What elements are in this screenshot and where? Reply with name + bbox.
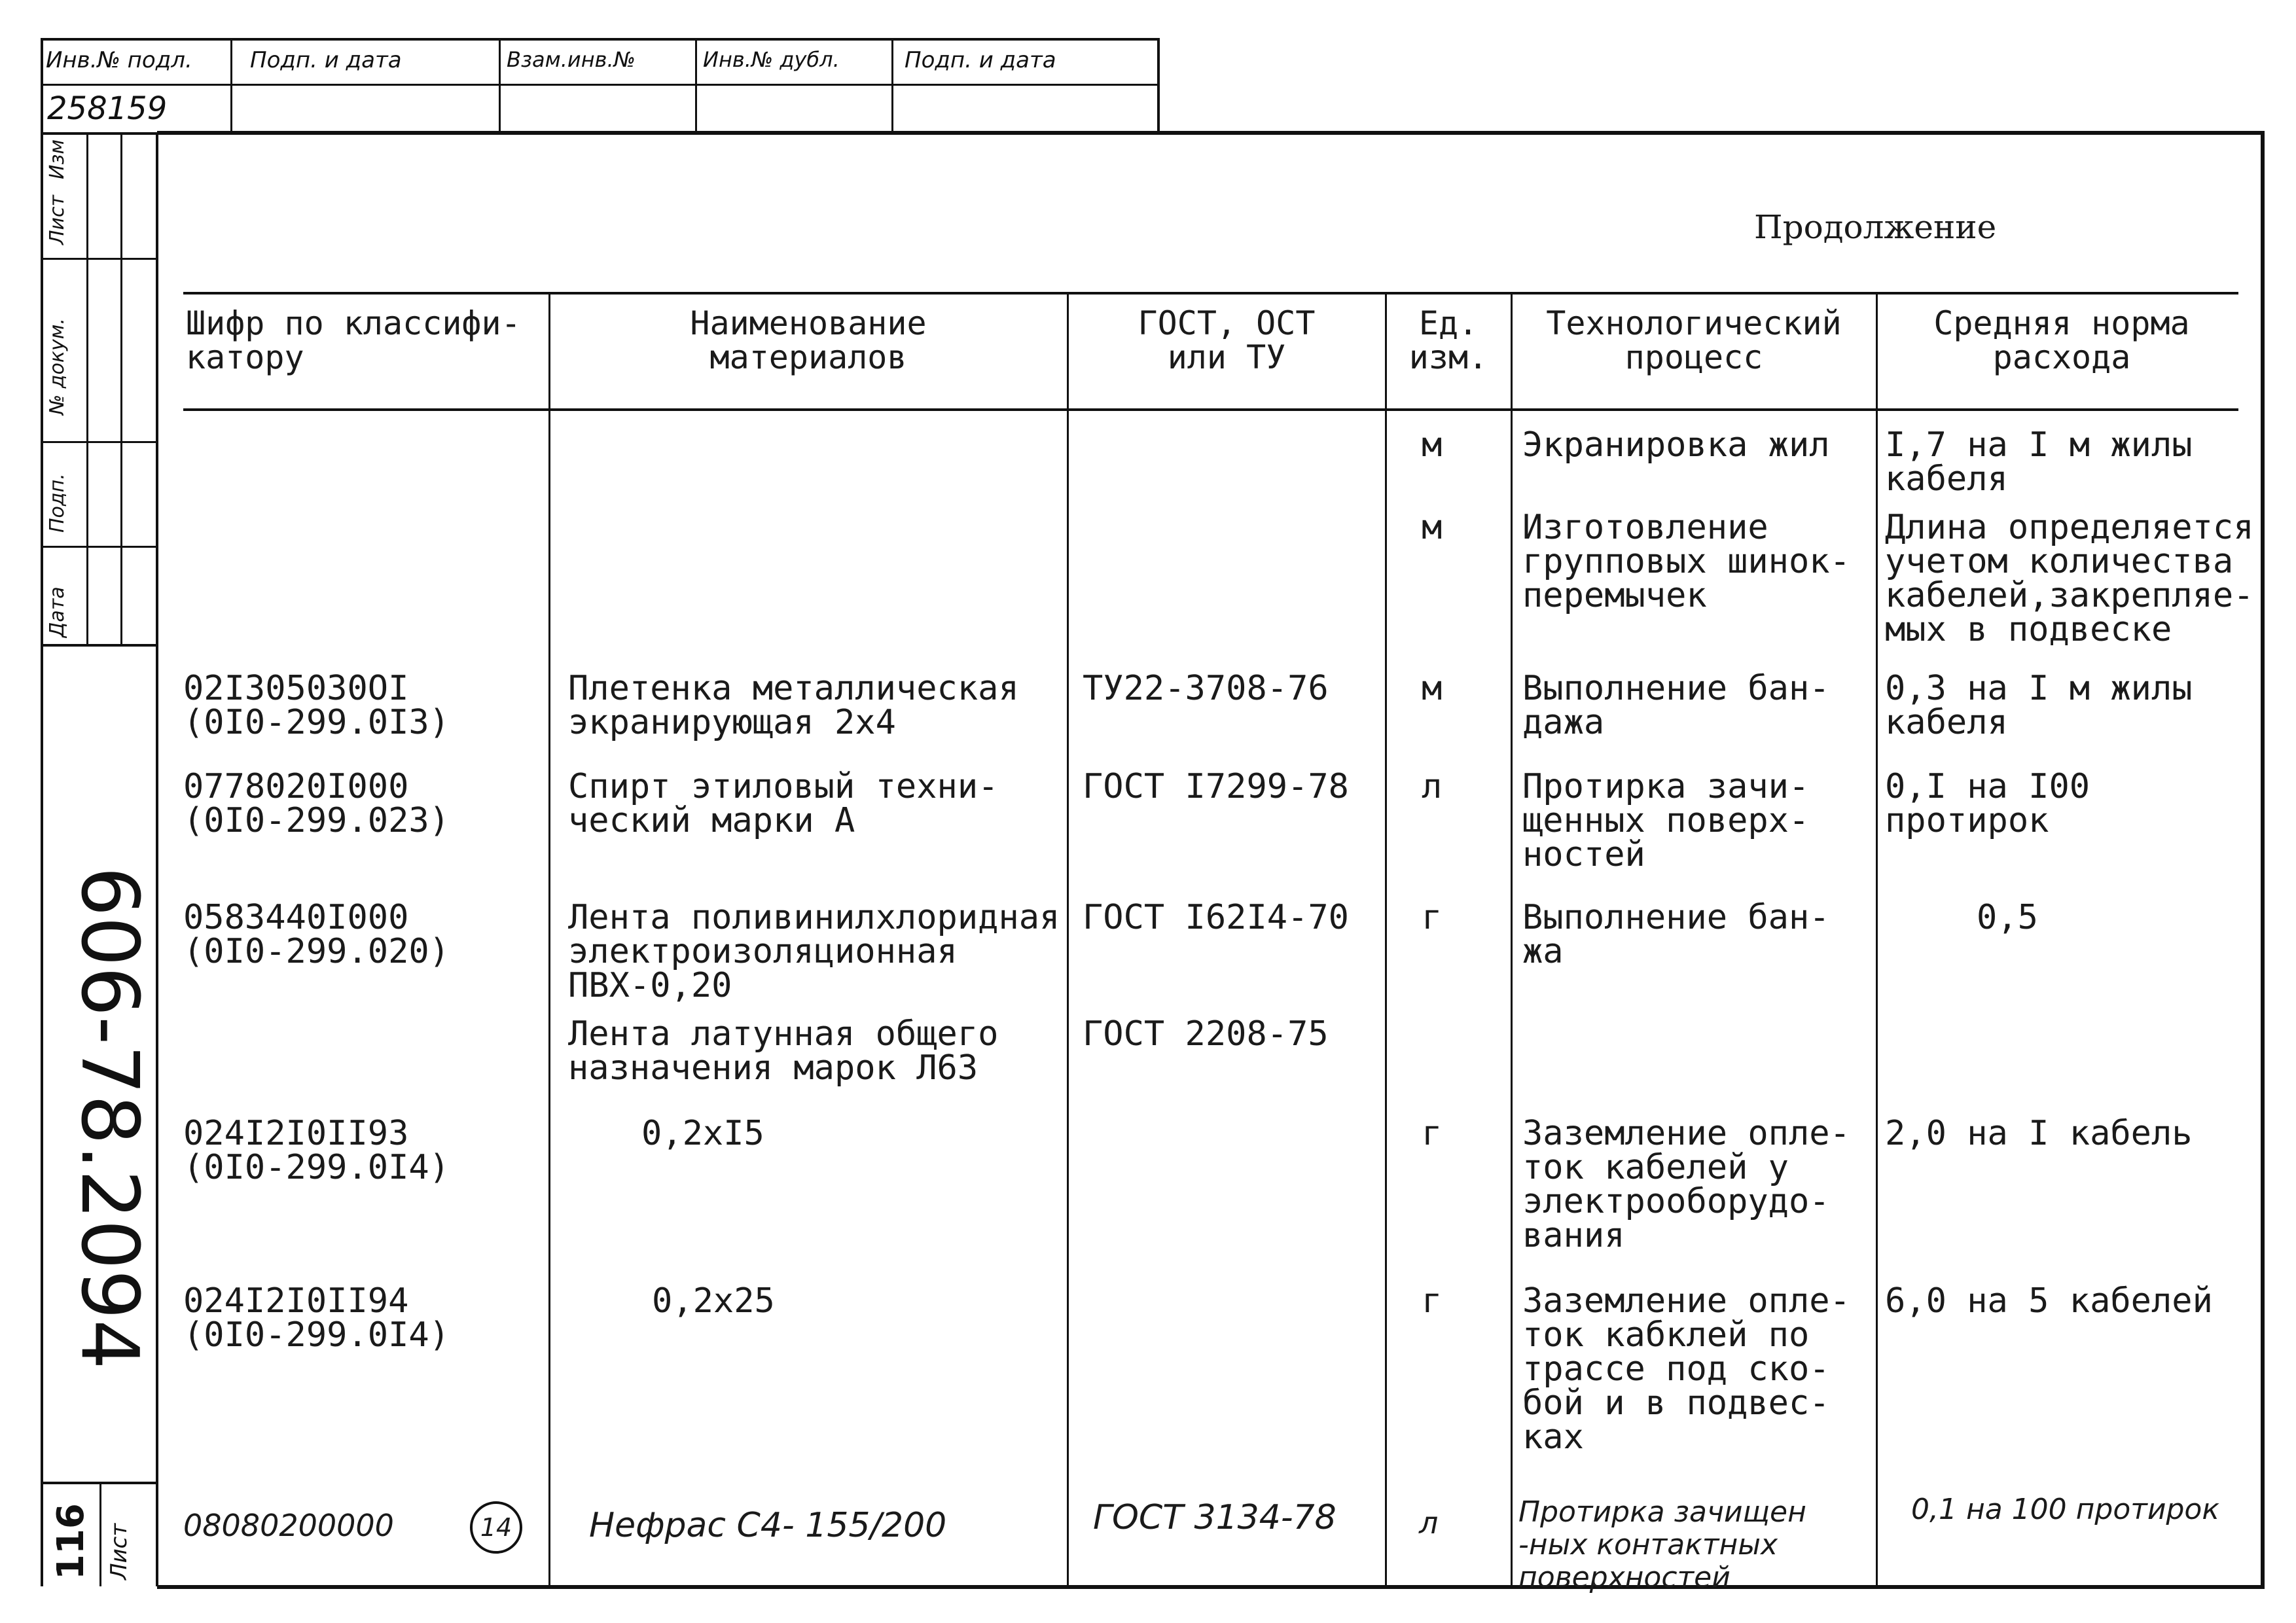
table-cell-norm: 0,5	[1977, 898, 2038, 937]
table-cell-code: 02I305030OI (0I0-299.0I3)	[183, 669, 450, 742]
table-cell-name: Лента поливинилхлоридная электроизоляционная ПВХ-0,20	[568, 898, 1060, 1005]
col-header-process: Технологический процесс	[1546, 304, 1842, 376]
col-header-code: Шифр по классифи- катору	[186, 304, 521, 376]
side-label-date: Дата	[46, 586, 69, 637]
table-cell-standard: ГОСТ I62I4-70	[1083, 898, 1349, 937]
table-cell-unit: л	[1422, 767, 1443, 806]
handwritten-process: Протирка зачищен -ных контактных поверхностей	[1518, 1495, 1806, 1594]
table-cell-name: 0,2х25	[652, 1281, 775, 1321]
table-cell-process: Заземление опле- ток кабклей по трассе под ско- бой и в подвес- ках	[1522, 1281, 1850, 1457]
table-cell-code: 0583440I000 (0I0-299.020)	[183, 898, 450, 971]
table-cell-process: Экранировка жил	[1522, 425, 1830, 465]
handwritten-code: 08080200000	[183, 1508, 394, 1543]
table-cell-standard: ГОСТ I7299-78	[1083, 767, 1349, 806]
table-cell-unit: г	[1422, 898, 1443, 937]
table-cell-name: Плетенка металлическая экранирующая 2х4	[568, 669, 1019, 742]
stamp-header-replace-inv: Взам.инв.№	[507, 47, 636, 72]
table-cell-code: 0778020I000 (0I0-299.023)	[183, 767, 450, 840]
sheet-number: 116	[50, 1503, 92, 1580]
revision-strip	[41, 134, 158, 1586]
col-header-standard: ГОСТ, ОСТ или ТУ	[1138, 304, 1316, 376]
col-header-norm: Средняя норма расхода	[1933, 304, 2190, 376]
materials-table	[183, 292, 2254, 1594]
table-cell-unit: г	[1422, 1281, 1443, 1321]
table-cell-unit: м	[1422, 508, 1443, 547]
handwritten-standard: ГОСТ 3134-78	[1093, 1498, 1336, 1537]
table-cell-name: 0,2хI5	[641, 1114, 764, 1153]
table-cell-process: Протирка зачи- щенных поверх- ностей	[1522, 767, 1810, 874]
side-label-signature: Подп.	[46, 473, 69, 533]
stamp-header-inv-duplicate: Инв.№ дубл.	[703, 47, 840, 72]
handwritten-norm: 0,1 на 100 протирок	[1911, 1493, 2219, 1526]
table-cell-norm: Длина определяется учетом количества кабелей,закрепляе- мых в подвеске	[1885, 508, 2254, 649]
stamp-header-sign-date: Подп. и дата	[250, 47, 402, 73]
table-cell-unit: м	[1422, 425, 1443, 465]
table-cell-norm: 0,3 на I м жилы кабеля	[1885, 669, 2193, 742]
inv-number: 258159	[47, 90, 168, 127]
table-cell-process: Выполнение бан- дажа	[1522, 669, 1830, 742]
table-cell-unit: г	[1422, 1114, 1443, 1153]
side-label-change: Изм	[46, 139, 69, 179]
table-cell-norm: I,7 на I м жилы кабеля	[1885, 425, 2193, 499]
table-cell-name: Лента латунная общего назначения марок Л63	[568, 1014, 999, 1088]
table-cell-unit: м	[1422, 669, 1443, 708]
table-cell-process: Выполнение бан- жа	[1522, 898, 1830, 971]
table-cell-code: 024I2I0II93 (0I0-299.0I4)	[183, 1114, 450, 1187]
circled-mark	[470, 1501, 522, 1554]
stamp-block	[41, 38, 1160, 135]
table-cell-norm: 0,I на I00 протирок	[1885, 767, 2090, 840]
table-cell-code: 024I2I0II94 (0I0-299.0I4)	[183, 1281, 450, 1355]
table-cell-name: Спирт этиловый техни- ческий марки А	[568, 767, 999, 840]
table-cell-process: Изготовление групповых шинок- перемычек	[1522, 508, 1850, 615]
table-cell-standard: ТУ22-3708-76	[1083, 669, 1329, 708]
col-header-unit: Ед. изм.	[1408, 304, 1488, 376]
handwritten-name: Нефрас С4- 155/200	[589, 1506, 947, 1545]
document-code: 606-78.2094	[63, 866, 154, 1370]
table-cell-norm: 2,0 на I кабель	[1885, 1114, 2193, 1153]
stamp-header-sign-date-2: Подп. и дата	[905, 47, 1056, 73]
table-cell-norm: 6,0 на 5 кабелей	[1885, 1281, 2213, 1321]
side-label-sheet: Лист	[46, 194, 69, 245]
circled-mark-number: 14	[480, 1513, 512, 1542]
table-cell-process: Заземление опле- ток кабелей у электрооборудо- вания	[1522, 1114, 1850, 1255]
col-header-name: Наименование материалов	[690, 304, 927, 376]
side-label-doc-number: № докум.	[46, 318, 69, 415]
handwritten-unit: л	[1419, 1505, 1439, 1541]
continuation-label: Продолжение	[1754, 208, 1997, 246]
stamp-header-inv-original: Инв.№ подл.	[46, 47, 192, 73]
table-cell-standard: ГОСТ 2208-75	[1083, 1014, 1329, 1054]
sheet-label: Лист	[106, 1523, 132, 1580]
